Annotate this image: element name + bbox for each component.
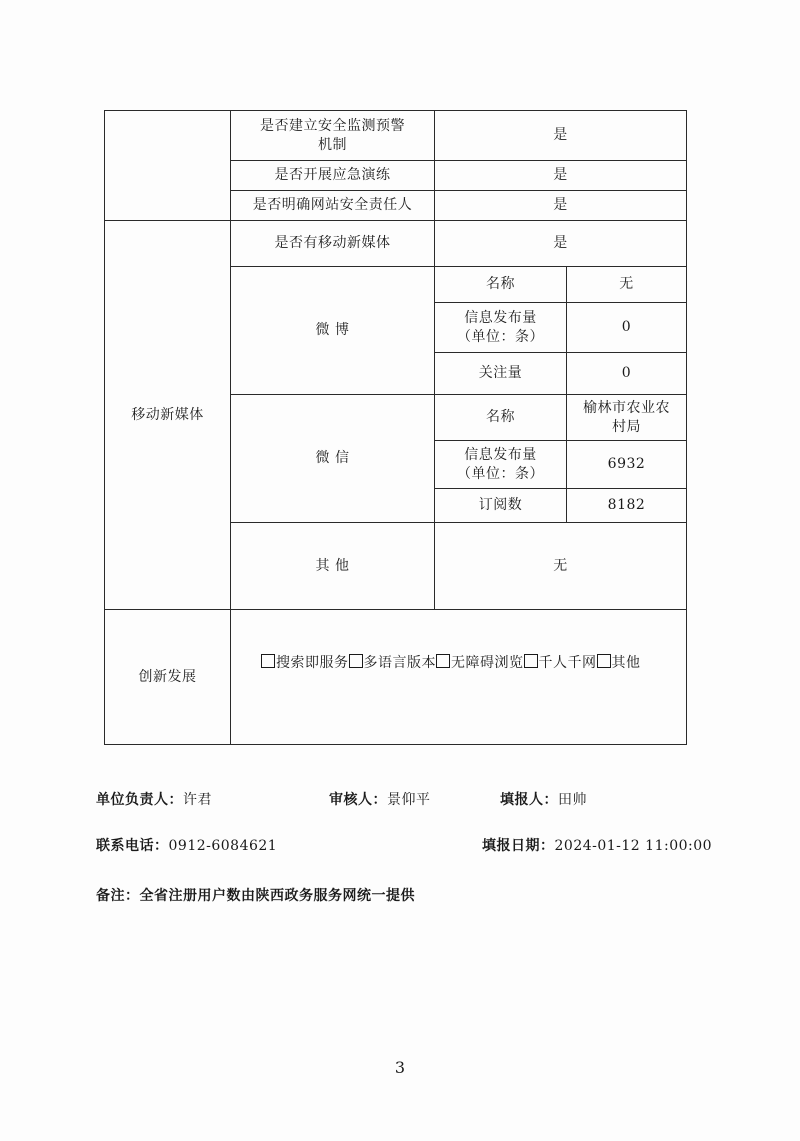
security-value: 是 bbox=[435, 161, 687, 191]
checkbox-icon[interactable] bbox=[597, 654, 611, 668]
unit-head-label: 单位负责人： bbox=[96, 792, 183, 808]
unit-head-value: 许君 bbox=[183, 792, 212, 808]
weibo-followers-label: 关注量 bbox=[435, 353, 567, 395]
fill-date bbox=[482, 835, 712, 855]
reviewer-label: 审核人： bbox=[329, 792, 387, 808]
security-label: 是否开展应急演练 bbox=[231, 161, 435, 191]
security-value: 是 bbox=[435, 111, 687, 161]
date-value: 2024-01-12 11:00:00 bbox=[554, 838, 713, 854]
table-row bbox=[105, 610, 687, 745]
other-label: 其 他 bbox=[231, 523, 435, 610]
table-row bbox=[105, 221, 687, 267]
phone-value: 0912-6084621 bbox=[168, 838, 278, 854]
reviewer-value: 景仰平 bbox=[387, 792, 431, 808]
innovation-option-other[interactable] bbox=[597, 655, 641, 671]
has-mobile-media-label: 是否有移动新媒体 bbox=[231, 221, 435, 267]
contact-phone bbox=[96, 835, 277, 855]
wechat-subs-label: 订阅数 bbox=[435, 489, 567, 523]
other-value: 无 bbox=[435, 523, 687, 610]
option-label: 千人千网 bbox=[538, 655, 597, 671]
table-row bbox=[105, 111, 687, 161]
innovation-option-accessible[interactable] bbox=[436, 655, 524, 671]
report-table bbox=[104, 110, 687, 745]
weibo-name-value: 无 bbox=[567, 267, 687, 303]
mobile-media-section-label: 移动新媒体 bbox=[105, 221, 231, 610]
wechat-posts-label: 信息发布量（单位：条） bbox=[435, 441, 567, 489]
unit-head bbox=[96, 789, 212, 809]
checkbox-icon[interactable] bbox=[524, 654, 538, 668]
innovation-option-multilang[interactable] bbox=[349, 655, 437, 671]
wechat-name-label: 名称 bbox=[435, 395, 567, 441]
checkbox-icon[interactable] bbox=[261, 654, 275, 668]
weibo-label: 微 博 bbox=[231, 267, 435, 395]
reviewer bbox=[329, 789, 431, 809]
page-number: 3 bbox=[394, 1058, 406, 1077]
option-label: 搜索即服务 bbox=[276, 655, 349, 671]
wechat-posts-value: 6932 bbox=[567, 441, 687, 489]
innovation-option-search[interactable] bbox=[261, 655, 349, 671]
phone-label: 联系电话： bbox=[96, 838, 169, 854]
security-value: 是 bbox=[435, 191, 687, 221]
wechat-subs-value: 8182 bbox=[567, 489, 687, 523]
date-label: 填报日期： bbox=[482, 838, 555, 854]
option-label: 无障碍浏览 bbox=[451, 655, 524, 671]
has-mobile-media-value: 是 bbox=[435, 221, 687, 267]
security-section-cell bbox=[105, 111, 231, 221]
weibo-posts-value: 0 bbox=[567, 303, 687, 353]
wechat-label: 微 信 bbox=[231, 395, 435, 523]
innovation-option-personalized[interactable] bbox=[524, 655, 597, 671]
wechat-name-value: 榆林市农业农村局 bbox=[567, 395, 687, 441]
weibo-name-label: 名称 bbox=[435, 267, 567, 303]
weibo-posts-label: 信息发布量（单位：条） bbox=[435, 303, 567, 353]
security-label: 是否建立安全监测预警机制 bbox=[231, 111, 435, 161]
checkbox-icon[interactable] bbox=[349, 654, 363, 668]
filler-value: 田帅 bbox=[558, 792, 587, 808]
filler-label: 填报人： bbox=[500, 792, 558, 808]
option-label: 多语言版本 bbox=[363, 655, 436, 671]
checkbox-icon[interactable] bbox=[436, 654, 450, 668]
innovation-label: 创新发展 bbox=[105, 610, 231, 745]
filler bbox=[500, 789, 587, 809]
option-label: 其他 bbox=[611, 655, 641, 671]
weibo-followers-value: 0 bbox=[567, 353, 687, 395]
security-label: 是否明确网站安全责任人 bbox=[231, 191, 435, 221]
innovation-options bbox=[231, 610, 687, 745]
footnote: 备注：全省注册用户数由陕西政务服务网统一提供 bbox=[96, 888, 415, 904]
